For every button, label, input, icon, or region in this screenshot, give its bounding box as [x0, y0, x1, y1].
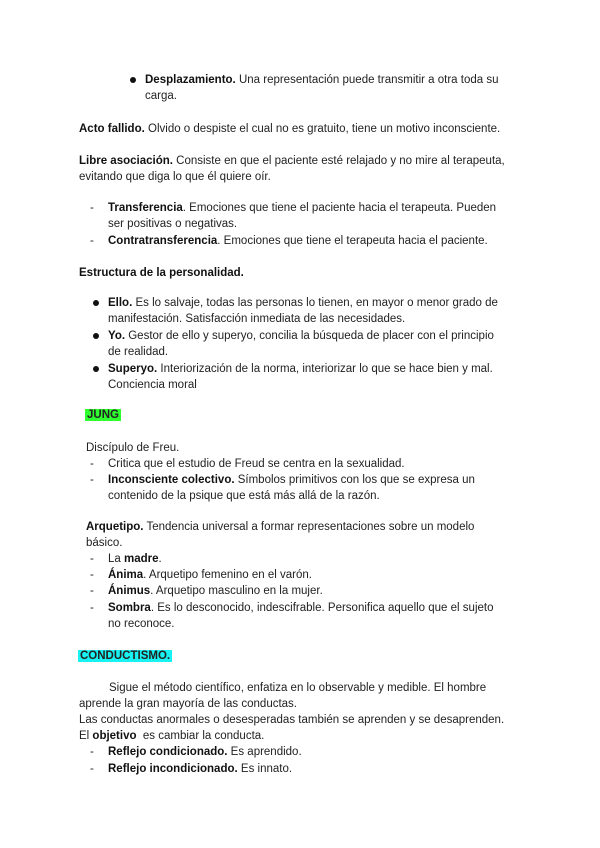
transferencia-item: Transferencia. Emociones que tiene el paciente hacia el terapeuta. Pueden ser positivas o negativas.	[108, 202, 497, 230]
ello-item: Ello. Es lo salvaje, todas las personas lo tienen, en mayor o menor grado de manifestación. Satisfacción inmediata de las necesidades.	[108, 297, 498, 325]
objetivo-text: El objetivo es cambiar la conducta.	[79, 730, 265, 742]
superyo-item: Superyo. Interiorización de la norma, interiorizar lo que se hace bien y mal. Conciencia moral	[108, 363, 493, 391]
dash-marker: -	[90, 763, 94, 775]
animus-item: Ánimus. Arquetipo masculino en la mujer.	[108, 585, 323, 597]
bullet-icon	[130, 77, 136, 83]
bullet-icon	[93, 333, 99, 339]
bullet-icon	[93, 300, 99, 306]
conductismo-heading: CONDUCTISMO.	[80, 650, 171, 662]
libre-asociacion-paragraph: Libre asociación. Consiste en que el paciente esté relajado y no mire al terapeuta, evitando que diga lo que él quiere oír.	[79, 155, 505, 183]
jung-heading: JUNG	[87, 409, 119, 421]
dash-marker: -	[90, 569, 94, 581]
contratransferencia-item: Contratransferencia. Emociones que tiene el terapeuta hacia el paciente.	[108, 235, 488, 247]
bullet-icon	[93, 366, 99, 372]
acto-fallido-paragraph: Acto fallido. Olvido o despiste el cual no es gratuito, tiene un motivo inconsciente.	[79, 123, 501, 135]
dash-marker: -	[90, 553, 94, 565]
sigue-paragraph: Sigue el método científico, enfatiza en lo observable y medible. El hombre aprende la gran mayoría de las conductas.	[79, 682, 487, 710]
madre-item: La madre.	[108, 553, 162, 565]
reflejo-incondicionado-item: Reflejo incondicionado. Es innato.	[108, 763, 293, 775]
term: Desplazamiento.	[145, 74, 236, 86]
anima-item: Ánima. Arquetipo femenino en el varón.	[108, 569, 312, 581]
critica-item: Critica que el estudio de Freud se centra en la sexualidad.	[108, 458, 405, 470]
dash-marker: -	[90, 202, 94, 214]
estructura-heading: Estructura de la personalidad.	[79, 267, 244, 279]
arquetipo-paragraph: Arquetipo. Tendencia universal a formar representaciones sobre un modelo básico.	[86, 521, 475, 549]
conductas-text: Las conductas anormales o desesperadas también se aprenden y se desaprenden.	[79, 714, 505, 726]
dash-marker: -	[90, 458, 94, 470]
dash-marker: -	[90, 602, 94, 614]
inconsciente-item: Inconsciente colectivo. Símbolos primitivos con los que se expresa un contenido de la psique que está más allá de la razón.	[108, 474, 475, 502]
discipulo-text: Discípulo de Freu.	[86, 442, 180, 454]
desplazamiento-item: Desplazamiento. Una representación puede transmitir a otra toda su carga.	[145, 74, 499, 102]
dash-marker: -	[90, 474, 94, 486]
reflejo-condicionado-item: Reflejo condicionado. Es aprendido.	[108, 746, 302, 758]
dash-marker: -	[90, 746, 94, 758]
yo-item: Yo. Gestor de ello y superyo, concilia la búsqueda de placer con el principio de realidad.	[108, 330, 494, 358]
dash-marker: -	[90, 585, 94, 597]
sombra-item: Sombra. Es lo desconocido, indescifrable. Personifica aquello que el sujeto no reconoce.	[108, 602, 494, 630]
dash-marker: -	[90, 235, 94, 247]
